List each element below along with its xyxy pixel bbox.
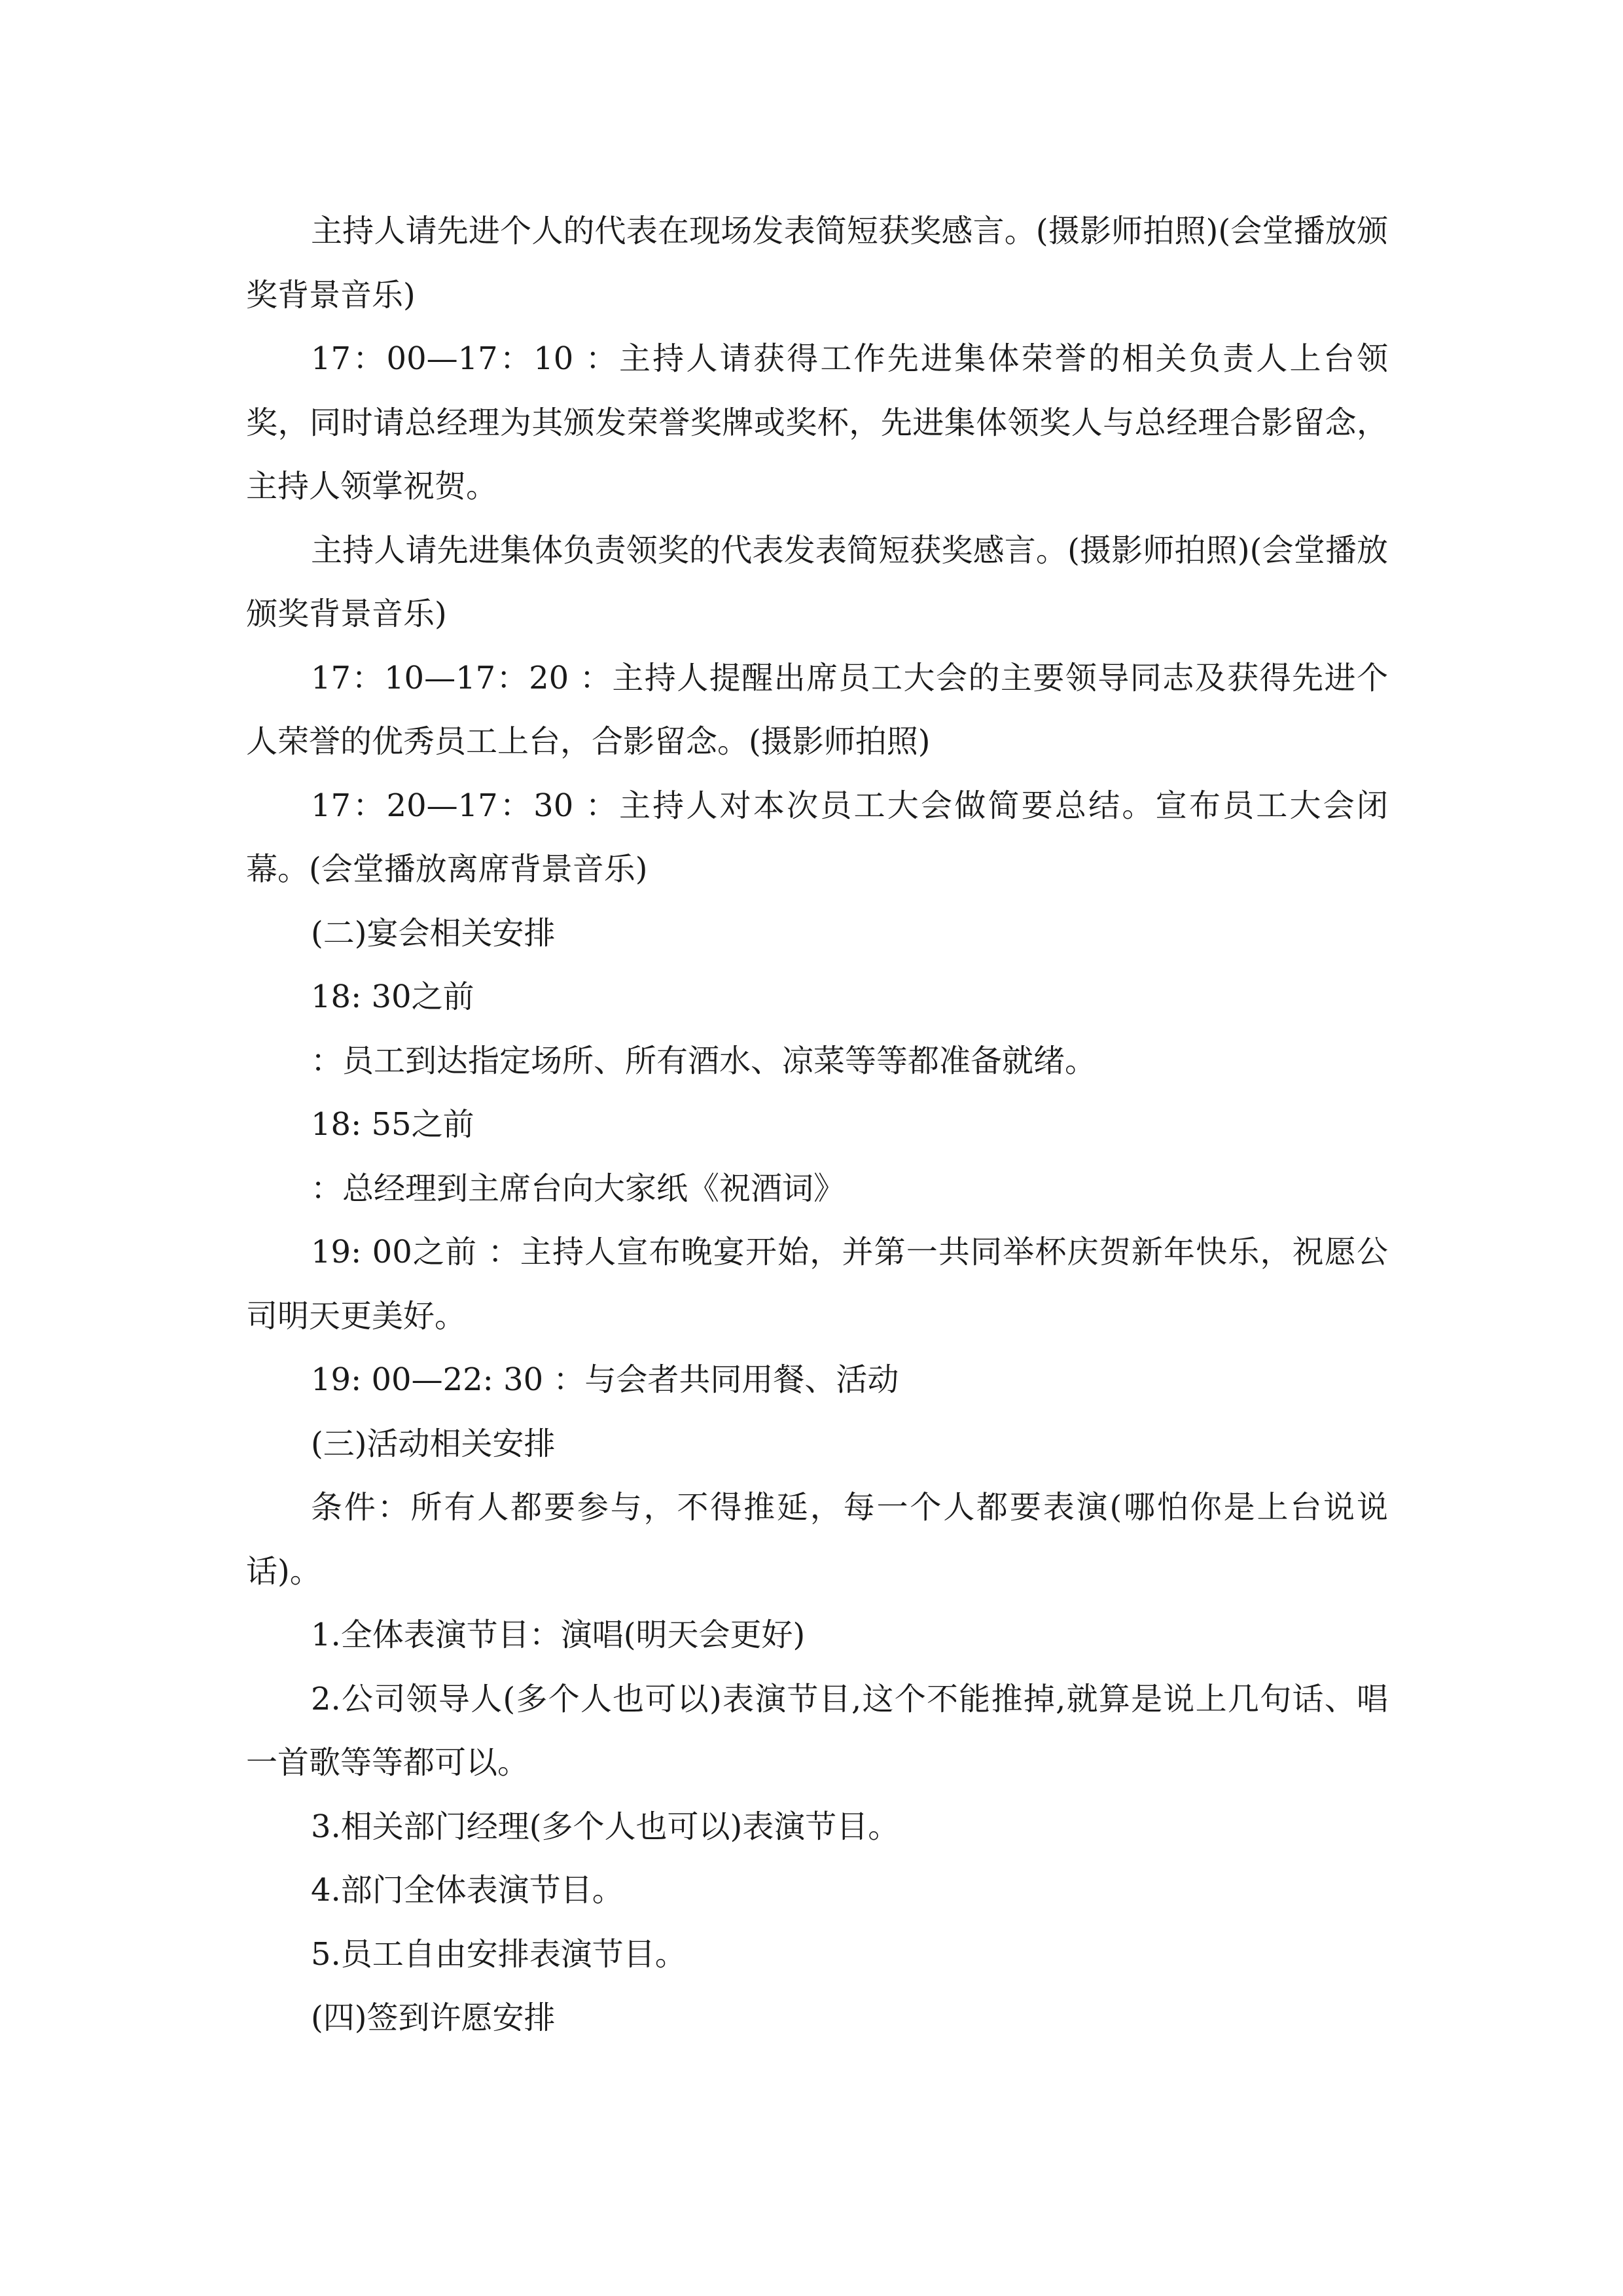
list-item: 3.相关部门经理(多个人也可以)表演节目。	[311, 1808, 900, 1845]
paragraph: ：总经理到主席台向大家纸《祝酒词》	[311, 1170, 846, 1207]
document-page	[246, 200, 1388, 2051]
paragraph: 主持人请先进个人的代表在现场发表简短获奖感言。(摄影师拍照)(会堂播放颁奖背景音乐)	[246, 213, 1388, 314]
list-item: 1.全体表演节目：演唱(明天会更好)	[311, 1617, 806, 1653]
time-label: 18: 55之前	[311, 1106, 474, 1143]
section-heading: (二)宴会相关安排	[311, 914, 556, 952]
list-item: 2.公司领导人(多个人也可以)表演节目,这个不能推掉,就算是说上几句话、唱一首歌等等都可以。	[246, 1680, 1388, 1781]
paragraph: 17：20—17：30 ：主持人对本次员工大会做简要总结。宣布员工大会闭幕。(会堂播放离席背景音乐)	[246, 787, 1388, 888]
paragraph: 19: 00—22: 30 ：与会者共同用餐、活动	[311, 1361, 899, 1398]
section-heading: (四)签到许愿安排	[311, 2000, 556, 2036]
paragraph: 条件：所有人都要参与，不得推延，每一个人都要表演(哪怕你是上台说说话)。	[246, 1489, 1388, 1590]
paragraph: ：员工到达指定场所、所有酒水、凉菜等等都准备就绪。	[311, 1042, 1097, 1079]
list-item: 5.员工自由安排表演节目。	[311, 1935, 687, 1973]
time-label: 18: 30之前	[311, 978, 474, 1015]
paragraph: 17：00—17：10 ：主持人请获得工作先进集体荣誉的相关负责人上台领奖，同时请总经理为其颁发荣誉奖牌或奖杯，先进集体领奖人与总经理合影留念，主持人领掌祝贺。	[246, 340, 1388, 505]
list-item: 4.部门全体表演节目。	[311, 1872, 624, 1909]
section-heading: (三)活动相关安排	[311, 1425, 556, 1462]
paragraph: 主持人请先进集体负责领奖的代表发表简短获奖感言。(摄影师拍照)(会堂播放颁奖背景音乐)	[246, 531, 1388, 632]
paragraph: 19: 00之前 ：主持人宣布晚宴开始，并第一共同举杯庆贺新年快乐，祝愿公司明天更美好。	[246, 1234, 1388, 1335]
paragraph: 17：10—17：20 ：主持人提醒出席员工大会的主要领导同志及获得先进个人荣誉的优秀员工上台，合影留念。(摄影师拍照)	[246, 659, 1388, 760]
